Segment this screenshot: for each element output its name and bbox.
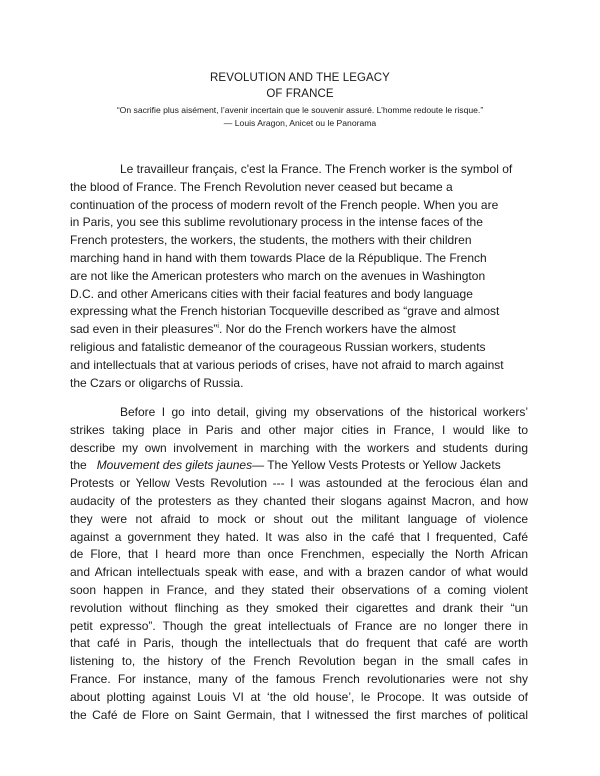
text-line: audacity of the protesters as they chanted their slogans against Macron, and how	[70, 493, 528, 508]
text-line: marching hand in hand with them towards Place de la République. The French	[70, 250, 487, 265]
text-line: France. For instance, many of the famous French revolutionaries were not shy	[70, 671, 528, 686]
text-line: de Flore, that I heard more than once Frenchmen, especially the North African	[70, 547, 528, 562]
text-line: about plotting against Louis VI at ‘the old house’, le Procope. It was outside of	[70, 689, 528, 704]
text-line: continuation of the process of modern revolt of the French people. When you are	[70, 197, 499, 212]
text-line: French protesters, the workers, the students, the mothers with their children	[70, 233, 472, 248]
text-line: strikes taking place in Paris and other major cities in France, I would like to	[70, 422, 528, 437]
text-line: the Café de Flore on Saint Germain, that I witnessed the first marches of political	[70, 707, 528, 722]
text-line: in Paris, you see this sublime revolutionary process in the intense faces of the	[70, 215, 483, 230]
text-line: describe my own involvement in marching with the workers and students during	[70, 440, 528, 455]
paragraph-2	[70, 404, 528, 724]
text-segment: . Nor do the French workers have the almost	[218, 322, 456, 337]
text-line: expressing what the French historian Tocqueville described as “grave and almost	[70, 304, 500, 319]
text-line: soon happen in France, and they stated their observations of a coming violent	[70, 582, 528, 597]
footnote-marker: i	[217, 323, 219, 331]
text-line: D.C. and other Americans cities with their facial features and body language	[70, 286, 473, 301]
document-title-line-1: REVOLUTION AND THE LEGACY	[210, 72, 390, 84]
text-line: revolution without flinching as they smoked their cigarettes and drank their “un	[70, 600, 528, 615]
text-segment: the	[70, 458, 91, 473]
text-line: that café in Paris, though the intellectuals that do frequent that café are worth	[70, 636, 528, 651]
text-line: the blood of France. The French Revolution never ceased but became a	[70, 179, 453, 194]
text-line: and intellectuals that at various periods of crises, have not afraid to march against	[70, 357, 504, 372]
epigraph-attribution: — Louis Aragon, Anicet ou le Panorama	[223, 118, 377, 128]
text-segment: — The Yellow Vests Protests or Yellow Jackets	[252, 458, 501, 473]
paragraph-1	[70, 161, 528, 392]
text-line: are not like the American protesters who march on the avenues in Washington	[70, 268, 486, 283]
italic-term: Mouvement des gilets jaunes	[96, 458, 253, 473]
text-line: the Czars or oligarchs of Russia.	[70, 375, 244, 390]
text-line: Protests or Yellow Vests Revolution --- I was astounded at the ferocious élan and	[70, 476, 528, 491]
epigraph-quote: “On sacrifie plus aisément, l’avenir incertain que le souvenir assuré. L’homme redoute le risque.”	[116, 105, 484, 115]
text-line: petit expresso”. Though the great intellectuals of France are no longer there in	[70, 618, 528, 633]
text-line: against a government they hated. It was also in the café that I frequented, Café	[70, 529, 528, 544]
text-segment: sad even in their pleasures”	[70, 322, 218, 337]
text-line: they were not afraid to mock or shout out the militant language of violence	[70, 511, 528, 526]
text-line: Le travailleur français, c'est la France. The French worker is the symbol of	[120, 162, 513, 176]
text-line: listening to, the history of the French Revolution began in the small cafes in	[70, 654, 528, 669]
text-line: Before I go into detail, giving my observations of the historical workers’	[120, 405, 528, 419]
text-line: religious and fatalistic demeanor of the courageous Russian workers, students	[70, 339, 486, 354]
text-line-with-footnote	[70, 321, 528, 339]
text-line: and African intellectuals speak with ease, and with a brazen candor of what would	[70, 565, 528, 580]
text-line-with-italic	[70, 457, 528, 475]
document-title-line-2: OF FRANCE	[266, 88, 334, 100]
